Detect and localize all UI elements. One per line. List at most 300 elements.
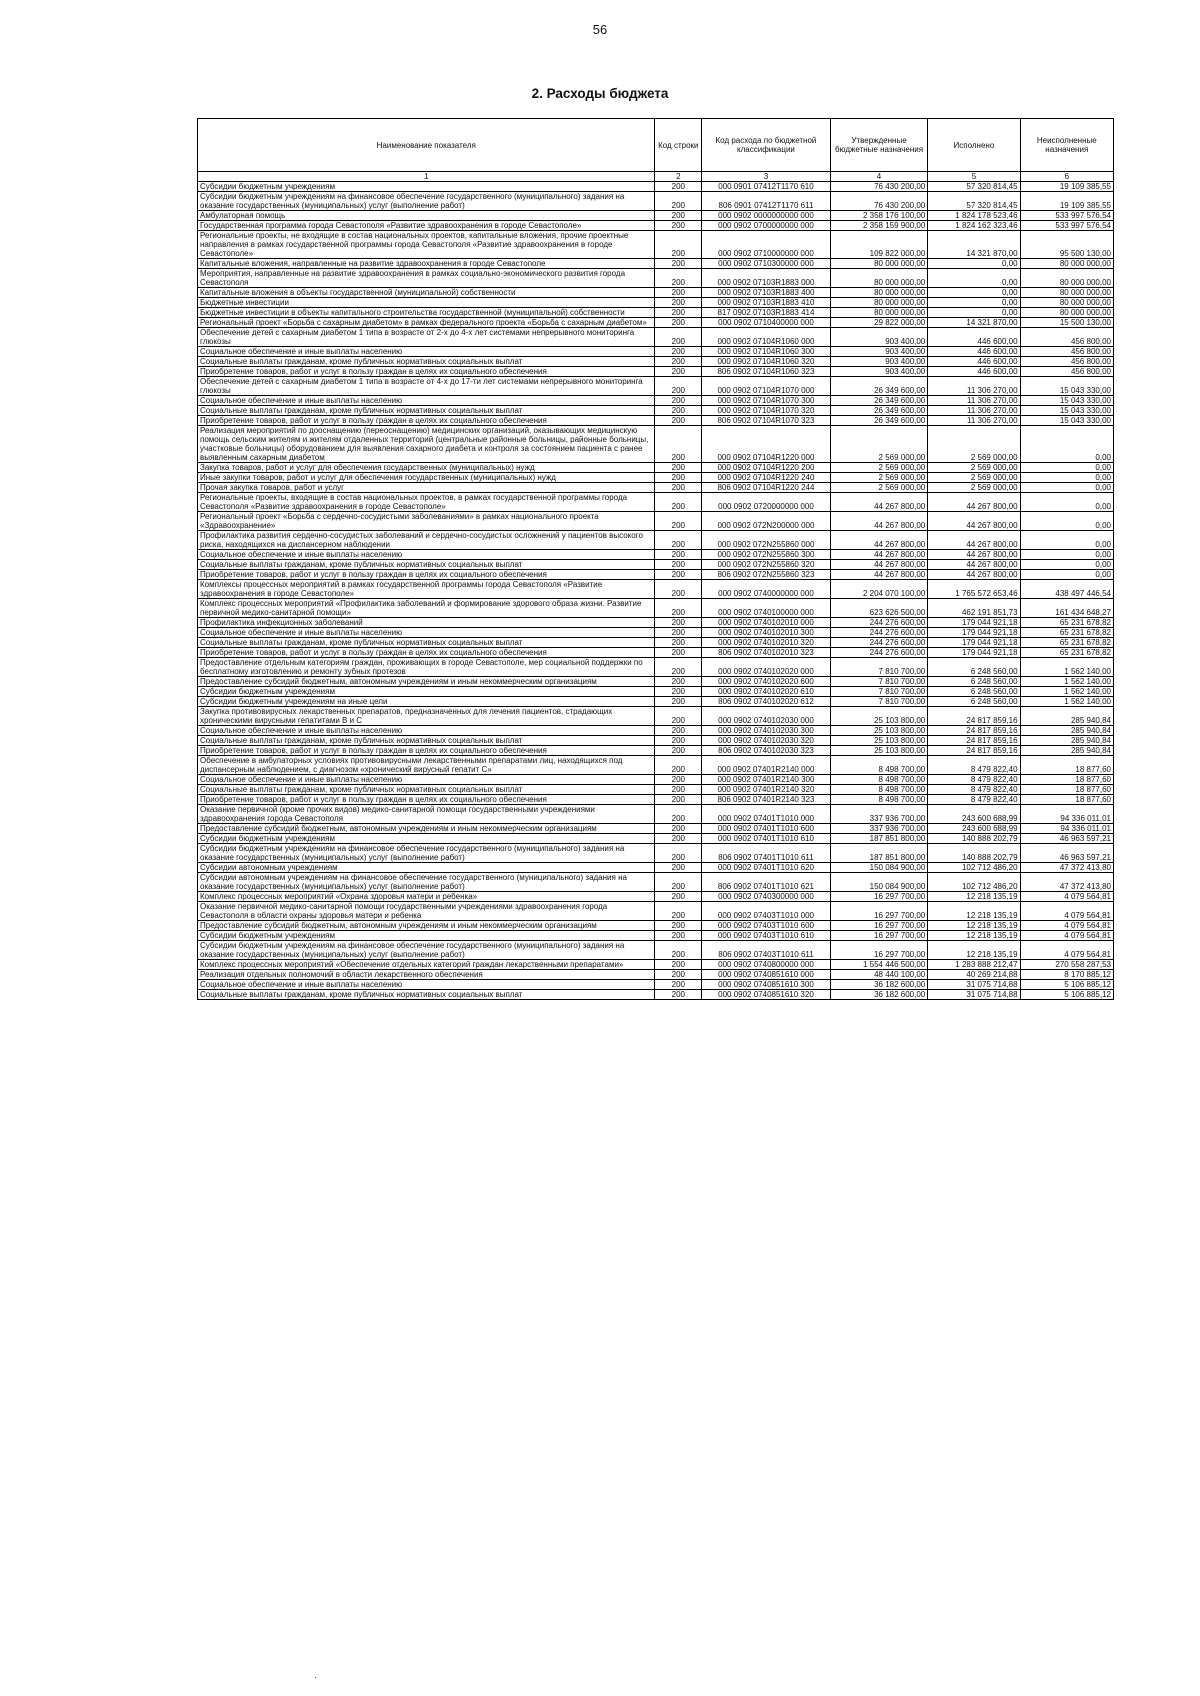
row-kbk-cell: 806 0902 07403Т1010 611 bbox=[702, 941, 831, 960]
row-executed-cell: 12 218 135,19 bbox=[928, 921, 1020, 931]
row-kbk-cell: 806 0902 0740102020 612 bbox=[702, 697, 831, 707]
row-kbk-cell: 000 0902 07103R1883 400 bbox=[702, 288, 831, 298]
row-kbk-cell: 806 0902 07401Т1010 621 bbox=[702, 873, 831, 892]
table-row bbox=[198, 269, 1114, 288]
row-name-cell: Социальное обеспечение и иные выплаты населению bbox=[198, 775, 655, 785]
row-approved-cell: 44 267 800,00 bbox=[830, 493, 928, 512]
row-approved-cell: 36 182 600,00 bbox=[830, 980, 928, 990]
row-executed-cell: 44 267 800,00 bbox=[928, 570, 1020, 580]
table-row bbox=[198, 357, 1114, 367]
row-unexecuted-cell: 80 000 000,00 bbox=[1020, 259, 1113, 269]
row-name-cell: Приобретение товаров, работ и услуг в пользу граждан в целях их социального обеспечения bbox=[198, 795, 655, 805]
table-row bbox=[198, 756, 1114, 775]
row-executed-cell: 0,00 bbox=[928, 298, 1020, 308]
row-approved-cell: 2 569 000,00 bbox=[830, 426, 928, 463]
row-code-cell: 200 bbox=[655, 416, 702, 426]
row-approved-cell: 8 498 700,00 bbox=[830, 775, 928, 785]
budget-expenses-table bbox=[197, 118, 1114, 1000]
row-name-cell: Комплексы процессных мероприятий в рамках государственной программы города Севастополя «Развитие здравоохранения в городе Севастополе» bbox=[198, 580, 655, 599]
row-name-cell: Субсидии автономным учреждениям bbox=[198, 863, 655, 873]
row-approved-cell: 623 626 500,00 bbox=[830, 599, 928, 618]
row-kbk-cell: 000 0902 0740102010 300 bbox=[702, 628, 831, 638]
row-code-cell: 200 bbox=[655, 483, 702, 493]
row-kbk-cell: 000 0902 07103R1883 000 bbox=[702, 269, 831, 288]
row-approved-cell: 16 297 700,00 bbox=[830, 921, 928, 931]
row-unexecuted-cell: 15 043 330,00 bbox=[1020, 406, 1113, 416]
row-kbk-cell: 806 0901 07412Т1170 611 bbox=[702, 192, 831, 211]
row-kbk-cell: 000 0902 0740102020 600 bbox=[702, 677, 831, 687]
row-kbk-cell: 000 0902 0740102020 610 bbox=[702, 687, 831, 697]
row-code-cell: 200 bbox=[655, 288, 702, 298]
row-name-cell: Субсидии бюджетным учреждениям на финансовое обеспечение государственного (муниципального) задания на оказание государственных (муниципальных) услуг (выполнение работ) bbox=[198, 192, 655, 211]
header-code: Код строки bbox=[655, 119, 702, 172]
row-name-cell: Приобретение товаров, работ и услуг в пользу граждан в целях их социального обеспечения bbox=[198, 416, 655, 426]
row-kbk-cell: 000 0902 07401R2140 300 bbox=[702, 775, 831, 785]
row-approved-cell: 2 569 000,00 bbox=[830, 463, 928, 473]
table-row bbox=[198, 416, 1114, 426]
row-unexecuted-cell: 0,00 bbox=[1020, 531, 1113, 550]
row-unexecuted-cell: 456 800,00 bbox=[1020, 347, 1113, 357]
row-executed-cell: 179 044 921,18 bbox=[928, 628, 1020, 638]
row-executed-cell: 8 479 822,40 bbox=[928, 775, 1020, 785]
row-executed-cell: 44 267 800,00 bbox=[928, 493, 1020, 512]
row-code-cell: 200 bbox=[655, 707, 702, 726]
table-row bbox=[198, 426, 1114, 463]
row-approved-cell: 80 000 000,00 bbox=[830, 308, 928, 318]
table-row bbox=[198, 298, 1114, 308]
row-unexecuted-cell: 94 336 011,01 bbox=[1020, 824, 1113, 834]
row-code-cell: 200 bbox=[655, 960, 702, 970]
row-code-cell: 200 bbox=[655, 970, 702, 980]
row-name-cell: Комплекс процессных мероприятий «Охрана здоровья матери и ребенка» bbox=[198, 892, 655, 902]
row-kbk-cell: 000 0902 0740851610 000 bbox=[702, 970, 831, 980]
table-row bbox=[198, 824, 1114, 834]
row-approved-cell: 36 182 600,00 bbox=[830, 990, 928, 1000]
row-approved-cell: 80 000 000,00 bbox=[830, 298, 928, 308]
row-name-cell: Профилактика инфекционных заболеваний bbox=[198, 618, 655, 628]
table-row bbox=[198, 931, 1114, 941]
table-row bbox=[198, 785, 1114, 795]
table-row bbox=[198, 367, 1114, 377]
row-code-cell: 200 bbox=[655, 628, 702, 638]
table-row bbox=[198, 990, 1114, 1000]
row-name-cell: Реализация отдельных полномочий в области лекарственного обеспечения bbox=[198, 970, 655, 980]
row-kbk-cell: 000 0902 0740851610 320 bbox=[702, 990, 831, 1000]
row-code-cell: 200 bbox=[655, 211, 702, 221]
row-approved-cell: 109 822 000,00 bbox=[830, 231, 928, 259]
row-kbk-cell: 000 0902 0740102020 000 bbox=[702, 658, 831, 677]
row-approved-cell: 244 276 600,00 bbox=[830, 618, 928, 628]
table-row bbox=[198, 863, 1114, 873]
row-unexecuted-cell: 18 877,60 bbox=[1020, 795, 1113, 805]
row-name-cell: Региональные проекты, не входящие в состав национальных проектов, капитальные вложения, прочие проектные направления в рамках государственной программы города Севастополя «Развитие здравоохранения в городе Севастополе» bbox=[198, 231, 655, 259]
row-kbk-cell: 000 0902 072N255860 320 bbox=[702, 560, 831, 570]
row-code-cell: 200 bbox=[655, 493, 702, 512]
row-name-cell: Социальные выплаты гражданам, кроме публичных нормативных социальных выплат bbox=[198, 357, 655, 367]
row-executed-cell: 140 888 202,79 bbox=[928, 844, 1020, 863]
table-row bbox=[198, 493, 1114, 512]
row-code-cell: 200 bbox=[655, 570, 702, 580]
row-name-cell: Закупка противовирусных лекарственных препаратов, предназначенных для лечения пациентов, страдающих хроническими вирусными гепатитами В и С bbox=[198, 707, 655, 726]
row-kbk-cell: 000 0902 0710300000 000 bbox=[702, 259, 831, 269]
row-approved-cell: 337 936 700,00 bbox=[830, 805, 928, 824]
row-code-cell: 200 bbox=[655, 921, 702, 931]
row-unexecuted-cell: 65 231 678,82 bbox=[1020, 618, 1113, 628]
row-name-cell: Социальное обеспечение и иные выплаты населению bbox=[198, 980, 655, 990]
row-approved-cell: 26 349 600,00 bbox=[830, 377, 928, 396]
row-code-cell: 200 bbox=[655, 231, 702, 259]
row-kbk-cell: 000 0902 0740000000 000 bbox=[702, 580, 831, 599]
budget-table-wrapper bbox=[197, 118, 1114, 1000]
row-code-cell: 200 bbox=[655, 426, 702, 463]
row-unexecuted-cell: 8 170 885,12 bbox=[1020, 970, 1113, 980]
scan-mark: · bbox=[314, 1672, 317, 1682]
row-unexecuted-cell: 19 109 385,55 bbox=[1020, 192, 1113, 211]
row-executed-cell: 11 306 270,00 bbox=[928, 406, 1020, 416]
table-row bbox=[198, 347, 1114, 357]
row-unexecuted-cell: 4 079 564,81 bbox=[1020, 902, 1113, 921]
table-row bbox=[198, 726, 1114, 736]
row-executed-cell: 446 600,00 bbox=[928, 328, 1020, 347]
row-kbk-cell: 000 0902 0710400000 000 bbox=[702, 318, 831, 328]
column-number: 5 bbox=[928, 172, 1020, 182]
row-approved-cell: 16 297 700,00 bbox=[830, 941, 928, 960]
row-approved-cell: 903 400,00 bbox=[830, 357, 928, 367]
header-name: Наименование показателя bbox=[198, 119, 655, 172]
row-name-cell: Региональные проекты, входящие в состав национальных проектов, в рамках государственной программы города Севастополя «Развитие здравоохранения в городе Севастополе» bbox=[198, 493, 655, 512]
row-kbk-cell: 806 0902 07104R1220 244 bbox=[702, 483, 831, 493]
row-code-cell: 200 bbox=[655, 406, 702, 416]
column-number: 2 bbox=[655, 172, 702, 182]
row-code-cell: 200 bbox=[655, 221, 702, 231]
table-row bbox=[198, 795, 1114, 805]
row-kbk-cell: 000 0902 07104R1220 200 bbox=[702, 463, 831, 473]
row-approved-cell: 48 440 100,00 bbox=[830, 970, 928, 980]
table-row bbox=[198, 628, 1114, 638]
row-executed-cell: 57 320 814,45 bbox=[928, 192, 1020, 211]
table-row bbox=[198, 677, 1114, 687]
table-row bbox=[198, 550, 1114, 560]
row-name-cell: Региональный проект «Борьба с сахарным диабетом» в рамках федерального проекта «Борьба с сахарным диабетом» bbox=[198, 318, 655, 328]
column-number: 1 bbox=[198, 172, 655, 182]
row-approved-cell: 903 400,00 bbox=[830, 367, 928, 377]
row-code-cell: 200 bbox=[655, 618, 702, 628]
row-unexecuted-cell: 0,00 bbox=[1020, 463, 1113, 473]
row-unexecuted-cell: 533 997 576,54 bbox=[1020, 211, 1113, 221]
row-executed-cell: 179 044 921,18 bbox=[928, 638, 1020, 648]
row-kbk-cell: 000 0902 072N255860 000 bbox=[702, 531, 831, 550]
row-name-cell: Субсидии бюджетным учреждениям bbox=[198, 687, 655, 697]
table-row bbox=[198, 259, 1114, 269]
table-row bbox=[198, 570, 1114, 580]
row-code-cell: 200 bbox=[655, 736, 702, 746]
row-executed-cell: 31 075 714,88 bbox=[928, 980, 1020, 990]
row-unexecuted-cell: 4 079 564,81 bbox=[1020, 921, 1113, 931]
row-unexecuted-cell: 18 877,60 bbox=[1020, 756, 1113, 775]
table-row bbox=[198, 746, 1114, 756]
row-kbk-cell: 000 0902 0710000000 000 bbox=[702, 231, 831, 259]
row-name-cell: Социальные выплаты гражданам, кроме публичных нормативных социальных выплат bbox=[198, 785, 655, 795]
row-kbk-cell: 000 0902 07104R1060 300 bbox=[702, 347, 831, 357]
row-approved-cell: 2 569 000,00 bbox=[830, 473, 928, 483]
row-name-cell: Государственная программа города Севастополя «Развитие здравоохранения в городе Севастополе» bbox=[198, 221, 655, 231]
row-name-cell: Иные закупки товаров, работ и услуг для обеспечения государственных (муниципальных) нужд bbox=[198, 473, 655, 483]
row-unexecuted-cell: 47 372 413,80 bbox=[1020, 873, 1113, 892]
column-number: 4 bbox=[830, 172, 928, 182]
row-executed-cell: 12 218 135,19 bbox=[928, 931, 1020, 941]
row-approved-cell: 44 267 800,00 bbox=[830, 560, 928, 570]
row-code-cell: 200 bbox=[655, 357, 702, 367]
table-row bbox=[198, 873, 1114, 892]
row-approved-cell: 16 297 700,00 bbox=[830, 931, 928, 941]
table-header-row bbox=[198, 119, 1114, 172]
row-executed-cell: 44 267 800,00 bbox=[928, 531, 1020, 550]
row-name-cell: Социальные выплаты гражданам, кроме публичных нормативных социальных выплат bbox=[198, 406, 655, 416]
row-code-cell: 200 bbox=[655, 377, 702, 396]
row-executed-cell: 44 267 800,00 bbox=[928, 550, 1020, 560]
row-kbk-cell: 817 0902 07103R1883 414 bbox=[702, 308, 831, 318]
row-code-cell: 200 bbox=[655, 863, 702, 873]
row-name-cell: Субсидии бюджетным учреждениям bbox=[198, 834, 655, 844]
row-unexecuted-cell: 46 963 597,21 bbox=[1020, 834, 1113, 844]
row-executed-cell: 102 712 486,20 bbox=[928, 873, 1020, 892]
row-executed-cell: 1 824 178 523,46 bbox=[928, 211, 1020, 221]
row-approved-cell: 26 349 600,00 bbox=[830, 406, 928, 416]
row-executed-cell: 0,00 bbox=[928, 308, 1020, 318]
row-kbk-cell: 000 0902 0740102010 000 bbox=[702, 618, 831, 628]
table-row bbox=[198, 288, 1114, 298]
row-code-cell: 200 bbox=[655, 941, 702, 960]
row-approved-cell: 29 822 000,00 bbox=[830, 318, 928, 328]
table-row bbox=[198, 512, 1114, 531]
table-row bbox=[198, 221, 1114, 231]
row-approved-cell: 76 430 200,00 bbox=[830, 182, 928, 192]
column-number: 3 bbox=[702, 172, 831, 182]
row-code-cell: 200 bbox=[655, 308, 702, 318]
row-code-cell: 200 bbox=[655, 473, 702, 483]
row-executed-cell: 11 306 270,00 bbox=[928, 416, 1020, 426]
table-row bbox=[198, 406, 1114, 416]
row-code-cell: 200 bbox=[655, 550, 702, 560]
row-unexecuted-cell: 18 877,60 bbox=[1020, 775, 1113, 785]
row-name-cell: Предоставление отдельным категориям граждан, проживающих в городе Севастополе, мер социальной поддержки по бесплатному изготовлению и ремонту зубных протезов bbox=[198, 658, 655, 677]
row-approved-cell: 2 358 159 900,00 bbox=[830, 221, 928, 231]
row-unexecuted-cell: 4 079 564,81 bbox=[1020, 892, 1113, 902]
table-row bbox=[198, 580, 1114, 599]
table-row bbox=[198, 775, 1114, 785]
row-name-cell: Прочая закупка товаров, работ и услуг bbox=[198, 483, 655, 493]
row-approved-cell: 25 103 800,00 bbox=[830, 736, 928, 746]
row-name-cell: Социальные выплаты гражданам, кроме публичных нормативных социальных выплат bbox=[198, 990, 655, 1000]
row-name-cell: Субсидии бюджетным учреждениям на финансовое обеспечение государственного (муниципального) задания на оказание государственных (муниципальных) услуг (выполнение работ) bbox=[198, 941, 655, 960]
table-row bbox=[198, 980, 1114, 990]
row-unexecuted-cell: 533 997 576,54 bbox=[1020, 221, 1113, 231]
header-approved: Утвержденные бюджетные назначения bbox=[830, 119, 928, 172]
row-approved-cell: 44 267 800,00 bbox=[830, 512, 928, 531]
row-unexecuted-cell: 438 497 446,54 bbox=[1020, 580, 1113, 599]
row-name-cell: Обеспечение детей с сахарным диабетом 1 типа в возрасте от 4-х до 17-ти лет системами непрерывного мониторинга глюкозы bbox=[198, 377, 655, 396]
row-name-cell: Оказание первичной медико-санитарной помощи государственными учреждениями здравоохранения города Севастополя в области охраны здоровья матери и ребенка bbox=[198, 902, 655, 921]
row-code-cell: 200 bbox=[655, 259, 702, 269]
row-approved-cell: 150 084 900,00 bbox=[830, 863, 928, 873]
row-executed-cell: 243 600 688,99 bbox=[928, 805, 1020, 824]
row-code-cell: 200 bbox=[655, 658, 702, 677]
table-row bbox=[198, 473, 1114, 483]
row-executed-cell: 8 479 822,40 bbox=[928, 785, 1020, 795]
row-code-cell: 200 bbox=[655, 756, 702, 775]
table-row bbox=[198, 618, 1114, 628]
row-name-cell: Социальное обеспечение и иные выплаты населению bbox=[198, 347, 655, 357]
row-unexecuted-cell: 285 940,84 bbox=[1020, 746, 1113, 756]
row-name-cell: Обеспечение детей с сахарным диабетом 1 типа в возрасте от 2-х до 4-х лет системами непрерывного мониторинга глюкозы bbox=[198, 328, 655, 347]
row-executed-cell: 24 817 859,16 bbox=[928, 707, 1020, 726]
row-approved-cell: 8 498 700,00 bbox=[830, 756, 928, 775]
row-executed-cell: 6 248 560,00 bbox=[928, 697, 1020, 707]
row-name-cell: Субсидии бюджетным учреждениям bbox=[198, 931, 655, 941]
row-executed-cell: 2 569 000,00 bbox=[928, 463, 1020, 473]
row-executed-cell: 24 817 859,16 bbox=[928, 726, 1020, 736]
row-name-cell: Капитальные вложения в объекты государственной (муниципальной) собственности bbox=[198, 288, 655, 298]
row-approved-cell: 2 569 000,00 bbox=[830, 483, 928, 493]
row-code-cell: 200 bbox=[655, 648, 702, 658]
row-approved-cell: 903 400,00 bbox=[830, 347, 928, 357]
row-code-cell: 200 bbox=[655, 746, 702, 756]
row-unexecuted-cell: 456 800,00 bbox=[1020, 367, 1113, 377]
row-code-cell: 200 bbox=[655, 367, 702, 377]
row-kbk-cell: 000 0902 0700000000 000 bbox=[702, 221, 831, 231]
row-approved-cell: 26 349 600,00 bbox=[830, 416, 928, 426]
row-unexecuted-cell: 456 800,00 bbox=[1020, 357, 1113, 367]
row-approved-cell: 25 103 800,00 bbox=[830, 726, 928, 736]
row-kbk-cell: 806 0902 07104R1060 323 bbox=[702, 367, 831, 377]
row-code-cell: 200 bbox=[655, 182, 702, 192]
row-kbk-cell: 000 0902 0000000000 000 bbox=[702, 211, 831, 221]
row-unexecuted-cell: 46 963 597,21 bbox=[1020, 844, 1113, 863]
row-unexecuted-cell: 80 000 000,00 bbox=[1020, 269, 1113, 288]
row-kbk-cell: 000 0902 07103R1883 410 bbox=[702, 298, 831, 308]
table-row bbox=[198, 902, 1114, 921]
page-number: 56 bbox=[592, 22, 608, 37]
row-unexecuted-cell: 19 109 385,55 bbox=[1020, 182, 1113, 192]
row-kbk-cell: 806 0902 07104R1070 323 bbox=[702, 416, 831, 426]
row-name-cell: Предоставление субсидий бюджетным, автономным учреждениям и иным некоммерческим организациям bbox=[198, 677, 655, 687]
row-executed-cell: 179 044 921,18 bbox=[928, 648, 1020, 658]
row-kbk-cell: 000 0902 07401Т1010 620 bbox=[702, 863, 831, 873]
row-code-cell: 200 bbox=[655, 638, 702, 648]
table-row bbox=[198, 531, 1114, 550]
row-kbk-cell: 000 0902 07104R1060 000 bbox=[702, 328, 831, 347]
row-code-cell: 200 bbox=[655, 463, 702, 473]
header-unexecuted: Неисполненные назначения bbox=[1020, 119, 1113, 172]
row-executed-cell: 24 817 859,16 bbox=[928, 736, 1020, 746]
row-name-cell: Предоставление субсидий бюджетным, автономным учреждениям и иным некоммерческим организациям bbox=[198, 824, 655, 834]
row-name-cell: Приобретение товаров, работ и услуг в пользу граждан в целях их социального обеспечения bbox=[198, 648, 655, 658]
row-executed-cell: 140 888 202,79 bbox=[928, 834, 1020, 844]
row-unexecuted-cell: 0,00 bbox=[1020, 473, 1113, 483]
row-name-cell: Бюджетные инвестиции bbox=[198, 298, 655, 308]
row-name-cell: Оказание первичной (кроме прочих видов) медико-санитарной помощи государственными учреждениями здравоохранения города Севастополя bbox=[198, 805, 655, 824]
row-kbk-cell: 000 0902 0740102030 000 bbox=[702, 707, 831, 726]
row-unexecuted-cell: 0,00 bbox=[1020, 483, 1113, 493]
table-row bbox=[198, 941, 1114, 960]
row-approved-cell: 903 400,00 bbox=[830, 328, 928, 347]
row-kbk-cell: 000 0902 07104R1220 240 bbox=[702, 473, 831, 483]
row-kbk-cell: 000 0902 07401R2140 320 bbox=[702, 785, 831, 795]
table-row bbox=[198, 483, 1114, 493]
row-approved-cell: 150 084 900,00 bbox=[830, 873, 928, 892]
row-unexecuted-cell: 15 043 330,00 bbox=[1020, 377, 1113, 396]
row-unexecuted-cell: 0,00 bbox=[1020, 493, 1113, 512]
row-code-cell: 200 bbox=[655, 795, 702, 805]
row-unexecuted-cell: 0,00 bbox=[1020, 570, 1113, 580]
row-code-cell: 200 bbox=[655, 980, 702, 990]
column-number-row bbox=[198, 172, 1114, 182]
row-executed-cell: 179 044 921,18 bbox=[928, 618, 1020, 628]
row-unexecuted-cell: 0,00 bbox=[1020, 560, 1113, 570]
row-unexecuted-cell: 15 043 330,00 bbox=[1020, 396, 1113, 406]
table-row bbox=[198, 648, 1114, 658]
row-executed-cell: 1 283 888 212,47 bbox=[928, 960, 1020, 970]
row-name-cell: Региональный проект «Борьба с сердечно-сосудистыми заболеваниями» в рамках национального проекта «Здравоохранение» bbox=[198, 512, 655, 531]
row-approved-cell: 2 204 070 100,00 bbox=[830, 580, 928, 599]
row-code-cell: 200 bbox=[655, 726, 702, 736]
table-row bbox=[198, 892, 1114, 902]
table-row bbox=[198, 736, 1114, 746]
row-unexecuted-cell: 161 434 648,27 bbox=[1020, 599, 1113, 618]
row-code-cell: 200 bbox=[655, 396, 702, 406]
row-kbk-cell: 000 0902 0720000000 000 bbox=[702, 493, 831, 512]
row-approved-cell: 337 936 700,00 bbox=[830, 824, 928, 834]
row-code-cell: 200 bbox=[655, 902, 702, 921]
row-executed-cell: 0,00 bbox=[928, 259, 1020, 269]
row-kbk-cell: 000 0902 072N255860 300 bbox=[702, 550, 831, 560]
row-code-cell: 200 bbox=[655, 687, 702, 697]
row-unexecuted-cell: 80 000 000,00 bbox=[1020, 288, 1113, 298]
table-row bbox=[198, 463, 1114, 473]
row-executed-cell: 12 218 135,19 bbox=[928, 902, 1020, 921]
row-executed-cell: 6 248 560,00 bbox=[928, 658, 1020, 677]
row-name-cell: Реализация мероприятий по дооснащению (переоснащению) медицинских организаций, оказывающих медицинскую помощь сельским жителям и жителям отдаленных территорий (центральные районные больницы, районные больницы, участковые больницы) оборудованием для выявления сахарного диабета и контроля за состоянием пациента с ранее выявленным сахарным диабетом bbox=[198, 426, 655, 463]
row-approved-cell: 7 810 700,00 bbox=[830, 658, 928, 677]
table-row bbox=[198, 308, 1114, 318]
table-row bbox=[198, 805, 1114, 824]
row-kbk-cell: 806 0902 0740102010 323 bbox=[702, 648, 831, 658]
table-row bbox=[198, 921, 1114, 931]
row-kbk-cell: 000 0902 07401Т1010 600 bbox=[702, 824, 831, 834]
row-kbk-cell: 000 0902 07104R1070 300 bbox=[702, 396, 831, 406]
row-code-cell: 200 bbox=[655, 785, 702, 795]
row-name-cell: Социальное обеспечение и иные выплаты населению bbox=[198, 396, 655, 406]
table-row bbox=[198, 970, 1114, 980]
row-kbk-cell: 000 0901 07412Т1170 610 bbox=[702, 182, 831, 192]
row-unexecuted-cell: 285 940,84 bbox=[1020, 726, 1113, 736]
row-code-cell: 200 bbox=[655, 805, 702, 824]
row-executed-cell: 446 600,00 bbox=[928, 347, 1020, 357]
row-approved-cell: 44 267 800,00 bbox=[830, 531, 928, 550]
row-kbk-cell: 806 0902 072N255860 323 bbox=[702, 570, 831, 580]
row-name-cell: Социальное обеспечение и иные выплаты населению bbox=[198, 550, 655, 560]
table-row bbox=[198, 377, 1114, 396]
row-code-cell: 200 bbox=[655, 824, 702, 834]
row-unexecuted-cell: 95 500 130,00 bbox=[1020, 231, 1113, 259]
row-name-cell: Закупка товаров, работ и услуг для обеспечения государственных (муниципальных) нужд bbox=[198, 463, 655, 473]
row-unexecuted-cell: 1 562 140,00 bbox=[1020, 697, 1113, 707]
row-kbk-cell: 000 0902 07104R1220 000 bbox=[702, 426, 831, 463]
row-executed-cell: 24 817 859,16 bbox=[928, 746, 1020, 756]
row-executed-cell: 40 269 214,88 bbox=[928, 970, 1020, 980]
row-unexecuted-cell: 1 562 140,00 bbox=[1020, 687, 1113, 697]
row-name-cell: Приобретение товаров, работ и услуг в пользу граждан в целях их социального обеспечения bbox=[198, 746, 655, 756]
